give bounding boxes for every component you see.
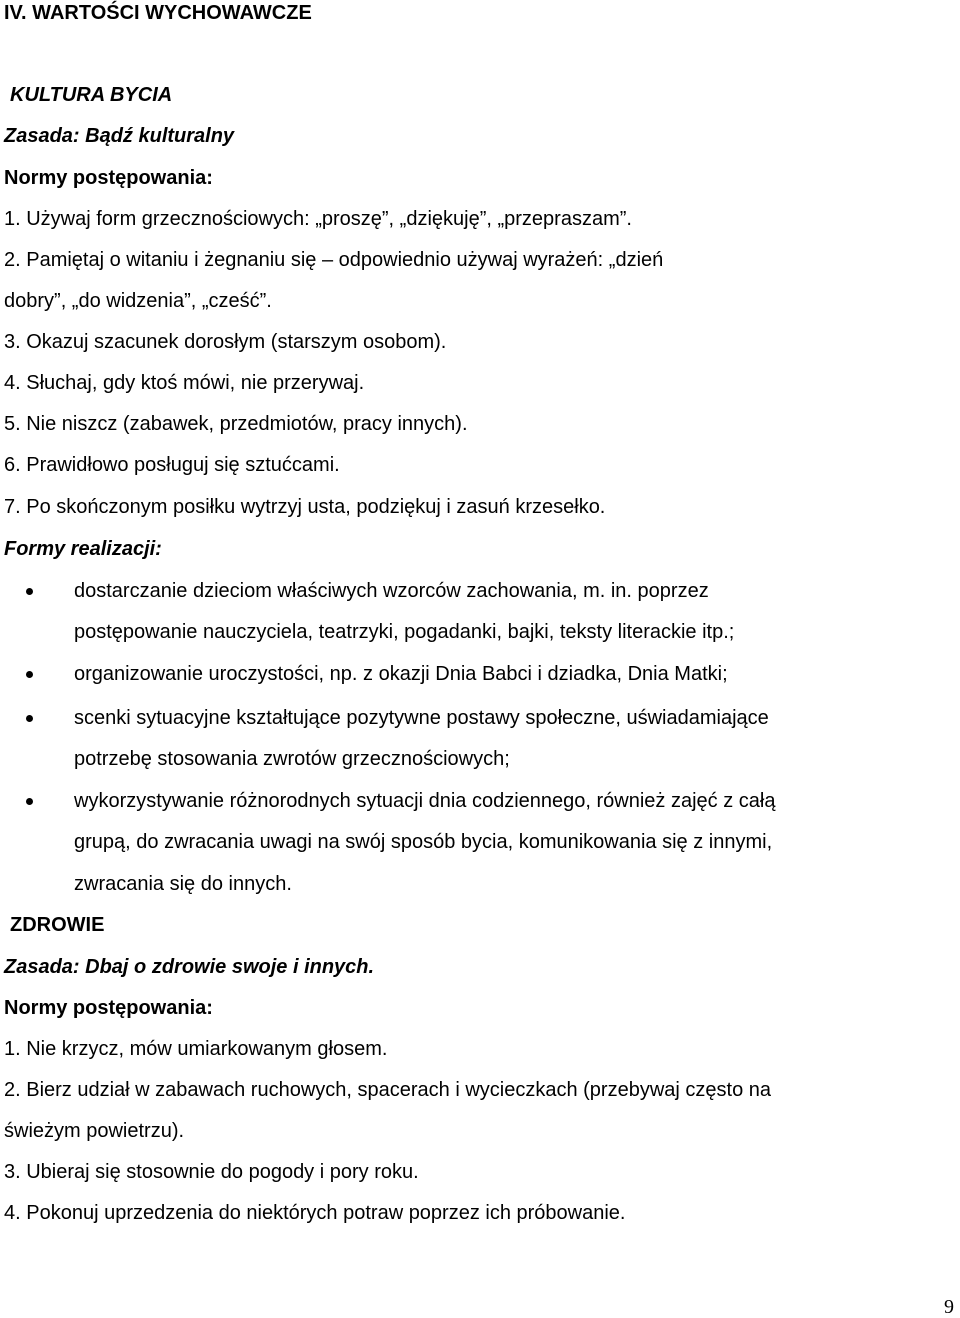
form-item-line: dostarczanie dzieciom właściwych wzorców zachowania, m. in. poprzez xyxy=(74,580,709,602)
norm-line: 1. Nie krzycz, mów umiarkowanym głosem. xyxy=(4,1038,388,1060)
bullet-icon xyxy=(26,715,33,722)
forms-heading: Formy realizacji: xyxy=(4,538,162,560)
form-item-line: organizowanie uroczystości, np. z okazji Dnia Babci i dziadka, Dnia Matki; xyxy=(74,663,728,685)
norm-line: 3. Okazuj szacunek dorosłym (starszym osobom). xyxy=(4,331,447,353)
bullet-icon xyxy=(26,798,33,805)
norms-heading: Normy postępowania: xyxy=(4,997,213,1019)
norm-line: 6. Prawidłowo posługuj się sztućcami. xyxy=(4,454,340,476)
norm-line: 2. Bierz udział w zabawach ruchowych, spacerach i wycieczkach (przebywaj często na xyxy=(4,1079,772,1101)
chapter-title: IV. WARTOŚCI WYCHOWAWCZE xyxy=(4,2,312,24)
norm-line: 4. Słuchaj, gdy ktoś mówi, nie przerywaj. xyxy=(4,372,365,394)
norm-line: 3. Ubieraj się stosownie do pogody i pory roku. xyxy=(4,1161,419,1183)
form-item-line: grupą, do zwracania uwagi na swój sposób bycia, komunikowania się z innymi, xyxy=(74,831,773,853)
norm-line: 1. Używaj form grzecznościowych: „proszę”, „dziękuję”, „przepraszam”. xyxy=(4,208,632,230)
section-rule-zdrowie: Zasada: Dbaj o zdrowie swoje i innych. xyxy=(4,956,375,978)
section-rule-kultura-bycia: Zasada: Bądź kulturalny xyxy=(4,125,235,147)
norms-heading: Normy postępowania: xyxy=(4,167,213,189)
norm-line: 5. Nie niszcz (zabawek, przedmiotów, pracy innych). xyxy=(4,413,468,435)
bullet-icon xyxy=(26,588,33,595)
norm-line: świeżym powietrzu). xyxy=(4,1120,185,1142)
norm-line: dobry”, „do widzenia”, „cześć”. xyxy=(4,290,272,312)
form-item-line: wykorzystywanie różnorodnych sytuacji dnia codziennego, również zajęć z całą xyxy=(74,790,776,812)
section-heading-kultura-bycia: KULTURA BYCIA xyxy=(10,84,173,106)
page-number: 9 xyxy=(944,1296,954,1318)
bullet-icon xyxy=(26,671,33,678)
norm-line: 7. Po skończonym posiłku wytrzyj usta, podziękuj i zasuń krzesełko. xyxy=(4,496,606,518)
form-item-line: potrzebę stosowania zwrotów grzecznościowych; xyxy=(74,748,510,770)
form-item-line: postępowanie nauczyciela, teatrzyki, pogadanki, bajki, teksty literackie itp.; xyxy=(74,621,735,643)
form-item-line: zwracania się do innych. xyxy=(74,873,292,895)
norm-line: 2. Pamiętaj o witaniu i żegnaniu się – odpowiednio używaj wyrażeń: „dzień xyxy=(4,249,664,271)
norm-line: 4. Pokonuj uprzedzenia do niektórych potraw poprzez ich próbowanie. xyxy=(4,1202,626,1224)
section-heading-zdrowie: ZDROWIE xyxy=(10,914,105,936)
form-item-line: scenki sytuacyjne kształtujące pozytywne postawy społeczne, uświadamiające xyxy=(74,707,769,729)
